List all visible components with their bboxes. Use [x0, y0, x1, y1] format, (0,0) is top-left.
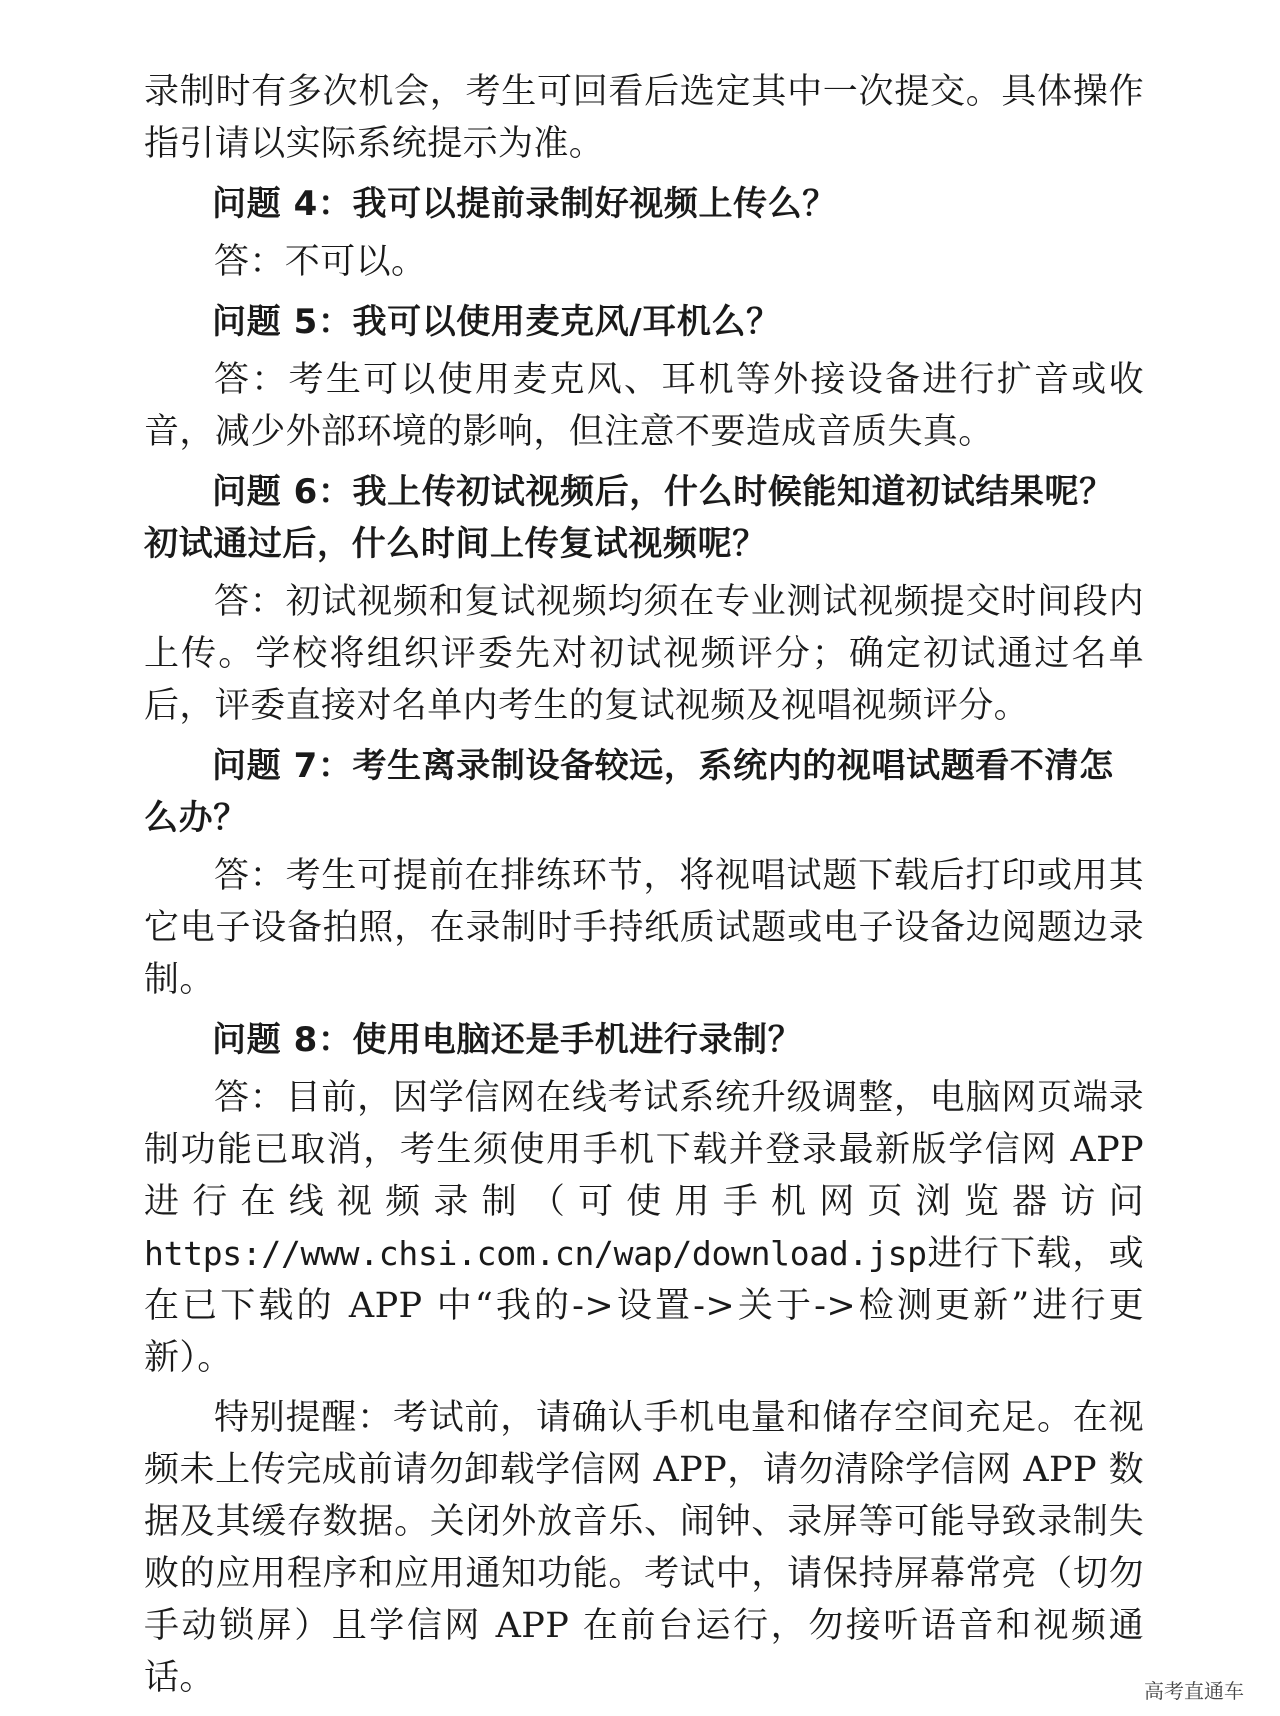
download-url: https://www.chsi.com.cn/wap/download.jsp — [144, 1234, 927, 1273]
special-reminder-paragraph: 特别提醒：考试前，请确认手机电量和储存空间充足。在视频未上传完成前请勿卸载学信网 APP，请勿清除学信网 APP 数据及其缓存数据。关闭外放音乐、闹钟、录屏等可能导致录制失败的应用程序和应用通知功能。考试中，请保持屏幕常亮（切勿手动锁屏）且学信网 APP 在前台运行，勿接听语音和视频通话。 — [144, 1398, 1144, 1698]
document-page — [144, 66, 1144, 1704]
faq-question-5: 问题 5：我可以使用麦克风/耳机么？ — [212, 302, 781, 342]
faq-question-4: 问题 4：我可以提前录制好视频上传么？ — [212, 184, 837, 224]
faq-answer-4: 答：不可以。 — [214, 242, 427, 282]
faq-answer-8-prefix: 答：目前，因学信网在线考试系统升级调整，电脑网页端录制功能已取消，考生须使用手机下载并登录最新版学信网 APP 进行在线视频录制（可使用手机网页浏览器访问 — [144, 1078, 1144, 1222]
faq-answer-8-suffix: 进行下载，或在已下载的 APP 中“我的->设置->关于->检测更新”进行更新）。 — [144, 1234, 1144, 1378]
site-watermark: 高考直通车 — [1144, 1679, 1244, 1703]
faq-question-8: 问题 8：使用电脑还是手机进行录制？ — [212, 1020, 803, 1060]
intro-paragraph: 录制时有多次机会，考生可回看后选定其中一次提交。具体操作指引请以实际系统提示为准。 — [144, 72, 1144, 164]
faq-question-6: 问题 6：我上传初试视频后，什么时候能知道初试结果呢？初试通过后，什么时间上传复试视频呢？ — [144, 472, 1114, 564]
faq-answer-7: 答：考生可提前在排练环节，将视唱试题下载后打印或用其它电子设备拍照，在录制时手持纸质试题或电子设备边阅题边录制。 — [144, 856, 1144, 1000]
faq-answer-8 — [144, 1072, 1144, 1384]
faq-answer-5: 答：考生可以使用麦克风、耳机等外接设备进行扩音或收音，减少外部环境的影响，但注意不要造成音质失真。 — [144, 360, 1144, 452]
faq-question-7: 问题 7：考生离录制设备较远，系统内的视唱试题看不清怎么办？ — [144, 746, 1114, 838]
faq-answer-6: 答：初试视频和复试视频均须在专业测试视频提交时间段内上传。学校将组织评委先对初试视频评分；确定初试通过名单后，评委直接对名单内考生的复试视频及视唱视频评分。 — [144, 582, 1144, 726]
